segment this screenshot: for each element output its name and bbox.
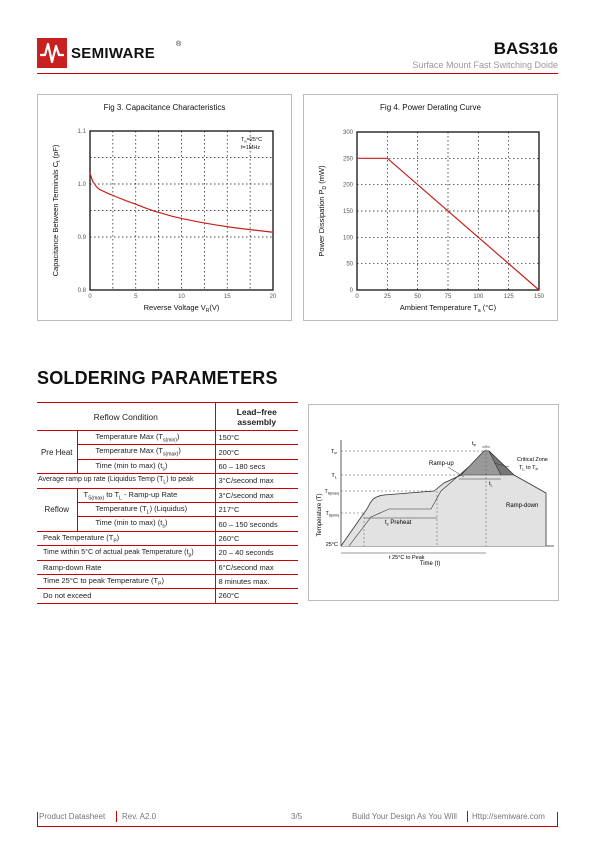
footer-slogan: Build Your Design As You Will	[352, 812, 457, 821]
x-tick-label: 10	[178, 294, 185, 300]
footer-divider	[37, 826, 558, 827]
soldering-parameters-table	[37, 402, 298, 604]
row-label: Temperature Max $(T_{s(min)})$	[77, 431, 215, 445]
row-label: Do not exceed	[37, 589, 215, 603]
y-tick-label: 50	[346, 261, 353, 268]
footer-revision: Rev. A2.0	[122, 812, 157, 821]
row-value: 260°C	[215, 531, 298, 545]
footer-separator	[467, 811, 468, 822]
x-tick-label: 25	[383, 294, 391, 300]
x-tick-label: 5	[134, 294, 138, 300]
tp-time-label: $t_P$	[472, 441, 477, 448]
table-row	[37, 431, 298, 445]
part-number: BAS316	[493, 39, 558, 58]
y-tick-label: 250	[342, 156, 353, 163]
x-tick-label: 0	[355, 294, 359, 300]
tl-label: $T_L$	[331, 473, 337, 480]
row-label: Time (min to max) $(t_s)$	[77, 517, 215, 531]
row-label: Time within 5°C of actual peak Temperature $(t_p)$	[37, 546, 215, 560]
t25-label: 25°C	[325, 542, 338, 548]
x-tick-label: 75	[444, 294, 452, 300]
footer-corner-right	[557, 812, 558, 826]
header-divider	[37, 73, 558, 74]
table-row	[37, 560, 298, 574]
y-tick-label: 300	[342, 130, 353, 136]
fig3-note-temperature: $T_a=25^\circ C$	[241, 137, 263, 144]
ramp-up-pointer	[448, 467, 464, 477]
col-condition-header: Reflow Condition	[37, 403, 215, 431]
table-row	[37, 502, 298, 516]
footer-corner-left	[37, 812, 38, 826]
row-value: 260°C	[215, 589, 298, 603]
fig4-chart	[304, 120, 557, 320]
table-row	[37, 574, 298, 588]
row-value: 217°C	[215, 502, 298, 516]
part-subtitle: Surface Mount Fast Switching Doide	[412, 60, 558, 70]
row-label: Temperature Max $(T_{s(max)})$	[77, 445, 215, 459]
table-row	[37, 517, 298, 531]
x-tick-label: 125	[503, 294, 514, 300]
x-tick-label: 15	[223, 294, 231, 300]
table-row	[37, 546, 298, 560]
profile-y-label: Temperature (T)	[317, 493, 323, 537]
y-tick-label: 150	[342, 209, 353, 215]
table-row	[37, 445, 298, 459]
table-row	[37, 589, 298, 603]
footer-url[interactable]: Http://semiware.com	[472, 812, 545, 821]
y-tick-label: 100	[342, 235, 353, 242]
row-label: Time 25°C to peak Temperature $(T_P)$	[37, 574, 215, 588]
y-tick-label: 1.0	[77, 182, 86, 188]
fig3-title: Fig 3. Capacitance Characteristics	[103, 103, 226, 112]
row-label: Ramp-down Rate	[37, 560, 215, 574]
row-label: $T_{S(max)}$ to $T_L$ - Ramp-up Rate	[77, 488, 215, 502]
row-label: Time (min to max) $(t_s)$	[77, 459, 215, 473]
row-value: 3°C/second max	[215, 488, 298, 502]
table-row	[37, 531, 298, 545]
tl-time-label: $t_L$	[489, 481, 493, 488]
x-tick-label: 50	[414, 294, 422, 300]
plot-frame	[90, 131, 273, 290]
tsmin-label: $T_{S(min)}$	[325, 511, 339, 518]
row-value: 3°C/second max	[215, 474, 298, 488]
ramp-up-label: Ramp-up	[429, 461, 454, 467]
y-tick-label: 1.1	[77, 129, 86, 135]
profile-x-label: Time (t)	[419, 561, 441, 567]
critical-zone-label: Critical Zone	[517, 457, 548, 463]
fig3-chart	[38, 120, 291, 320]
footer-separator	[116, 811, 117, 822]
x-tick-label: 20	[269, 294, 277, 300]
table-row	[37, 474, 298, 488]
tsmax-label: $T_{S(max)}$	[324, 489, 339, 496]
preheat-group-label: Pre Heat	[37, 431, 77, 474]
preheat-label: $t_s$ Preheat	[385, 520, 412, 527]
table-header-row	[37, 403, 298, 431]
x-tick-label: 150	[533, 294, 545, 300]
table-row	[37, 459, 298, 473]
x-tick-label: 0	[88, 294, 92, 300]
row-value: 200°C	[215, 445, 298, 459]
row-value: 60 – 150 seconds	[215, 517, 298, 531]
x-tick-label: 100	[473, 294, 484, 300]
col-value-header: Lead–free assembly	[215, 403, 298, 431]
footer-datasheet: Product Datasheet	[39, 812, 106, 821]
y-tick-label: 0	[349, 288, 353, 294]
fig4-title: Fig 4. Power Derating Curve	[380, 103, 481, 112]
footer-page: 3/5	[291, 812, 303, 821]
ramp-down-label: Ramp-down	[506, 503, 539, 509]
row-label: Temperature $(T_L)$ (Liquidus)	[77, 502, 215, 516]
semiware-logo-icon	[37, 38, 67, 68]
fig3-note-frequency: f=1MHz	[241, 145, 261, 151]
brand-logo	[37, 38, 67, 68]
critical-zone-range: $T_L$ to $T_P$	[519, 465, 539, 472]
brand-name: SEMIWARE	[71, 45, 156, 62]
row-value: 150°C	[215, 431, 298, 445]
y-axis-label: Power Dissipation $P_D$ (mW)	[317, 165, 328, 257]
row-value: 6°C/second max	[215, 560, 298, 574]
y-tick-label: 200	[342, 182, 353, 189]
tp-label: $T_P$	[330, 449, 337, 456]
row-label: Peak Temperature $(T_P)$	[37, 531, 215, 545]
row-label: Average ramp up rate (Liquidus Temp $(T_L)$ to peak	[37, 474, 215, 488]
x-axis-label: Ambient Temperature $T_a$ (°C)	[399, 303, 497, 314]
x-axis-label: Reverse Voltage $V_R(V)$	[143, 303, 220, 314]
table-row	[37, 488, 298, 502]
reflow-group-label: Reflow	[37, 488, 77, 531]
t25-peak-label: t 25°C to Peak	[389, 555, 425, 561]
soldering-section-title: SOLDERING PARAMETERS	[37, 368, 278, 388]
y-tick-label: 0.9	[77, 235, 86, 241]
registered-mark: ®	[176, 41, 182, 48]
y-axis-label: Capacitance Between Terminals $C_t$ (pF)	[51, 144, 62, 277]
reflow-profile-diagram	[309, 405, 558, 600]
row-value: 60 – 180 secs	[215, 459, 298, 473]
row-value: 20 – 40 seconds	[215, 546, 298, 560]
y-tick-label: 0.8	[77, 288, 86, 294]
row-value: 8 minutes max.	[215, 574, 298, 588]
